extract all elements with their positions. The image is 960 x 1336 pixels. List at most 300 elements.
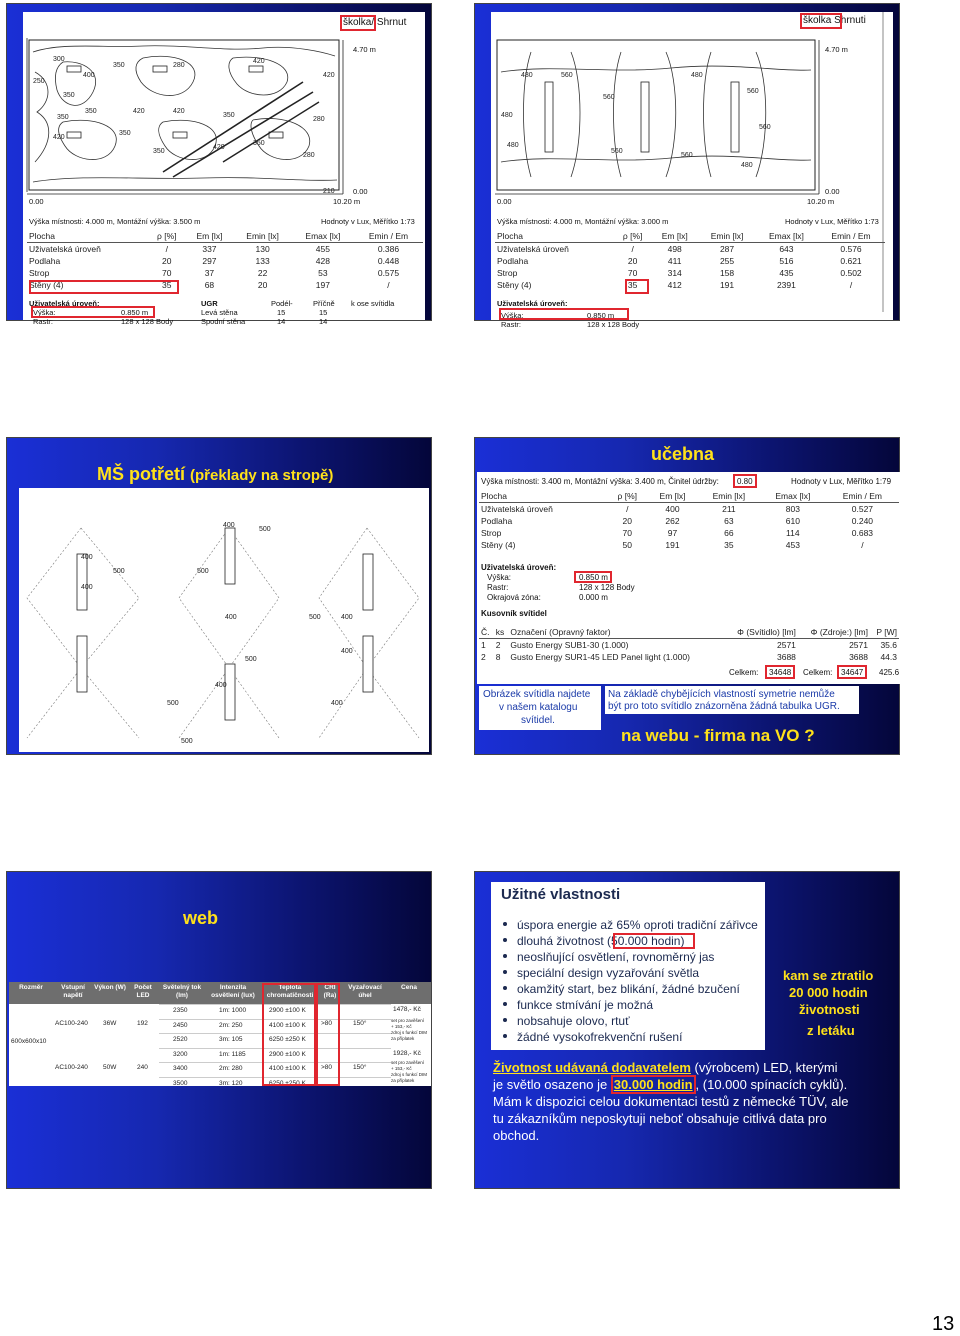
note-right-1: Na základě chybějících vlastností symetrie nemůže [608,689,835,700]
bullet-item: úspora energie až 65% oproti tradiční zářivce [517,918,758,932]
height-label: Výška: [487,573,512,582]
table-cell: 0.575 [377,268,400,278]
table-cell: 130 [255,244,270,254]
table-cell: 114 [786,528,800,538]
product-column-header: Vyzařovací úhel [348,984,382,999]
walls-value-highlight [625,279,649,294]
contour-label: 420 [323,72,335,79]
paragraph-line-5: obchod. [493,1128,540,1143]
total1-highlight [765,665,795,679]
paragraph-line-2 [493,1077,847,1092]
table-cell: 516 [779,256,794,266]
cct-cell: 4100 ±100 K [269,1065,306,1072]
table-cell: 133 [255,256,270,266]
angle-cell: 150° [353,1020,367,1027]
title-main: MŠ potřetí [97,464,185,484]
table-cell: 0.448 [377,256,400,266]
table-cell: 455 [315,244,330,254]
bullet-dot-icon [503,970,507,974]
lux-cell: 1m: 1000 [219,1007,247,1014]
contour-label: 560 [603,94,615,101]
note-left-1: Obrázek svítidla najdete [483,689,591,700]
bullet-dot-icon [503,1018,507,1022]
contour-label: 250 [33,78,45,85]
table-cell: 0.386 [377,244,400,254]
hours-highlight: 30.000 hodin [611,1075,696,1094]
table-cell: 610 [785,516,800,526]
isolux-plan [491,12,893,212]
side-line-2: 20 000 hodin [789,985,868,1000]
table-cell: 37 [204,268,215,278]
parts-column-header: Φ (Zdroje:) [lm] [798,626,870,639]
walls-row-highlight [29,280,179,294]
leds-cell: 240 [137,1063,148,1071]
slide-title: učebna [651,444,715,464]
contour-label: 210 [323,188,335,195]
line1-rest: (výrobcem) LED, kterými [690,1060,838,1075]
table-cell: 0.527 [851,504,874,514]
note-left-2: v našem katalogu [499,702,578,713]
contour-label: 480 [521,72,533,79]
grid-value: 128 x 128 Body [121,317,174,326]
parts-column-header: Č. [479,626,494,639]
slide-skolka-1 [6,3,432,326]
table-cell: 97 [667,528,678,538]
lifetime-highlight [613,933,695,949]
column-header: Emax [lx] [756,230,817,243]
price-note: + 153,- Kč [391,1024,412,1029]
contour-label: 480 [507,142,519,149]
table-cell: 35 [162,280,172,290]
table-cell: Stěny (4) [481,540,516,550]
product-column-header: Teplota chromatičnosti [266,984,314,999]
column-header: Emin [lx] [698,490,760,503]
plan-label: 500 [245,656,257,663]
table-cell: 211 [722,504,736,514]
contour-label: 350 [85,108,97,115]
table-cell: 20 [162,256,172,266]
table-cell: 68 [204,280,215,290]
contour-label: 560 [611,148,623,155]
parts-header-row [479,626,899,639]
parts-title: Kusovník svítidel [481,609,547,618]
total-flux-2: 34647 [841,668,864,677]
bullet-item: dlouhá životnost (50.000 hodin) [517,934,685,948]
contour-label: 400 [83,72,95,79]
page-number: 13 [932,1313,955,1335]
price-cell: 1928,- Kč [393,1050,421,1057]
lux-cell: 1m: 1185 [219,1050,246,1058]
table-cell: Uživatelská úroveň [481,504,553,514]
contour-label: 480 [691,72,703,79]
grid-value: 128 x 128 Body [579,583,635,592]
contour-label: 350 [223,112,235,119]
table-cell: Strop [29,268,50,278]
table-cell: 20 [257,280,268,290]
leaflet-box [491,882,765,1050]
product-column-header: Rozměr [19,984,43,991]
contour-label: 560 [561,72,573,79]
bullet-item: speciální design vyzařování světla [517,966,700,980]
report-header-right: Hodnoty v Lux, Měřítko 1:73 [321,217,415,226]
table-row [479,515,899,527]
column-header: ρ [%] [614,230,651,243]
contour-label: 560 [759,124,771,131]
table-row [27,243,423,256]
bullet-dot-icon [503,954,507,958]
table-cell: Podlaha [481,516,513,526]
slide-uzitne [474,871,900,1189]
table-cell: 0.240 [851,516,874,526]
table-header-row [479,490,899,503]
cri-cell: >80 [321,1020,333,1027]
column-header: Emax [lx] [760,490,826,503]
parts-cell: 44.3 [880,652,897,662]
cri-cell: >80 [321,1063,333,1071]
tag-highlight [340,15,376,31]
table-cell: / [626,504,629,514]
note-catalog [479,686,601,730]
flux-cell: 2350 [173,1007,188,1014]
parts-column-header: ks [494,626,509,639]
contour-label: 480 [741,162,753,169]
contour-label: 280 [173,62,185,69]
scale-top: 4.70 m [353,45,376,54]
leds-cell: 192 [137,1020,148,1027]
table-cell: 70 [162,268,172,278]
ugr-row1-v2: 15 [319,308,328,317]
table-cell: 191 [719,280,735,290]
table-cell: 70 [627,268,638,278]
bullet-item: nobsahuje olovo, rtuť [517,1014,630,1028]
voltage-cell: AC100-240 [55,1020,88,1027]
price-note: set pro zavěšení [391,1060,425,1065]
table-cell: 66 [724,528,734,538]
size-cell: 600x600x10 [11,1038,47,1045]
plan-label: 500 [113,568,125,575]
plan-label: 400 [341,648,353,655]
contour-label: 350 [253,140,265,147]
product-column-header: Světelný tok (lm) [162,984,202,999]
column-header: Emin / Em [817,230,885,243]
contour-label: 420 [173,108,185,115]
table-cell: / [861,540,864,550]
flux-cell: 3500 [173,1079,188,1087]
column-header: Emin [lx] [698,230,756,243]
contour-label: 350 [153,148,165,155]
report-header-right: Hodnoty v Lux, Měřítko 1:79 [791,477,892,486]
total-power: 425.6 [879,668,900,677]
slide-ms-potreti [6,437,432,755]
table-cell: Uživatelská úroveň [497,244,569,254]
table-cell: 53 [318,268,328,278]
edge-label: Okrajová zóna: [487,593,541,602]
parts-column-header: Označení (Opravný faktor) [508,626,724,639]
table-cell: Podlaha [29,256,61,266]
table-cell: 20 [622,516,632,526]
parts-column-header: Φ (Svítidlo) [lm] [724,626,798,639]
bullet-dot-icon [503,986,507,990]
column-header: Em [lx] [647,490,698,503]
power-cell: 36W [103,1020,117,1027]
bullet-item: okamžitý start, bez blikání, žádné bzučení [517,982,740,996]
slide-ucebna [474,437,900,755]
cct-cell: 4100 ±100 K [269,1021,306,1029]
slide-title: web [183,908,219,928]
contour-label: 350 [57,114,69,121]
column-header: Emin [lx] [233,230,291,243]
price-note: zdroj s funkcí DIM [391,1030,428,1035]
report-header-left: Výška místnosti: 3.400 m, Montážní výška: 3.400 m, Činitel údržby: [481,477,719,486]
plan-label: 400 [341,614,353,621]
column-header: Plocha [27,230,148,243]
table-cell: 0.502 [840,268,862,278]
table-cell: 35 [627,280,638,290]
plan-label: 500 [167,700,179,707]
table-cell: Uživatelská úroveň [29,244,101,254]
table-cell: / [849,280,853,290]
highlight-text: Životnost udávaná dodavatelem [493,1060,691,1075]
cct-cell: 2900 ±100 K [269,1007,306,1014]
bullet-item: funkce stmívání je možná [517,998,654,1012]
table-cell: 0.683 [851,528,874,538]
parts-cell: 2 [495,640,501,650]
plan-label: 500 [309,614,321,621]
height-label: Výška: [33,308,56,317]
parts-column-header: P [W] [870,626,899,639]
parts-cell: Gusto Energy SUR1-45 LED Panel light (1.000) [510,652,690,662]
ugr-row1-v1: 15 [277,308,286,317]
plan-label: 400 [215,682,227,689]
flux-cell: 3200 [173,1050,188,1058]
note-ugr [605,686,859,714]
slide-title [97,464,333,485]
column-header: Plocha [479,490,607,503]
surface-table [495,230,885,291]
table-cell: 803 [785,504,800,514]
parts-row [479,639,899,652]
product-column-header: Výkon (W) [94,984,126,991]
plan-label: 500 [181,738,193,745]
height-value: 0.850 m [587,311,615,320]
power-cell: 50W [103,1063,117,1071]
user-level-label: Uživatelská úroveň: [29,299,100,308]
contour-label: 420 [253,58,265,65]
price-note: zdroj s funkcí DIM [391,1072,428,1077]
parts-cell: Gusto Energy SUB1-30 (1.000) [510,640,629,650]
column-header: Em [lx] [186,230,234,243]
plan-label: 400 [223,522,235,529]
product-column-header: Vstupní napětí [61,984,85,999]
paragraph-line-4: tu zákazníkům neposkytuji neboť obsahuje citlivá data pro [493,1111,827,1126]
maint-value: 0.80 [737,477,753,486]
scale-zero: 0.00 [497,197,512,206]
lux-cell: 2m: 250 [219,1021,243,1029]
table-cell: / [631,244,634,254]
side-line-1: kam se ztratilo [783,968,874,983]
column-header: ρ [%] [607,490,647,503]
table-row [27,255,423,267]
bullet-dot-icon [503,1002,507,1006]
price-note: + 153,- Kč [391,1066,412,1071]
leaflet-title: Užitné vlastnosti [501,886,621,903]
lux-cell: 2m: 280 [219,1065,243,1072]
flux-cell: 2450 [173,1021,188,1029]
ugr-row2-label: Spodní stěna [201,317,246,326]
plan-label: 400 [331,700,343,707]
ugr-row2-v1: 14 [277,317,286,326]
voltage-cell: AC100-240 [55,1063,88,1071]
scale-right: 10.20 m [807,197,835,206]
tag-skolka: školka/ Shrnut [343,17,407,28]
bullet-dot-icon [503,1034,507,1038]
table-cell: Podlaha [497,256,529,266]
slide-bottom-question: na webu - firma na VO ? [621,726,815,745]
table-header-row [495,230,885,243]
table-row [495,255,885,267]
table-cell: 428 [315,256,330,266]
surface-table [479,490,899,551]
slide-web [6,871,432,1189]
parts-cell: 1 [481,640,486,650]
total-label-2: Celkem: [803,668,833,677]
table-cell: Strop [481,528,502,538]
grid-label: Rastr: [501,320,522,329]
table-row [495,243,885,256]
ceiling-plan-scan [19,488,429,752]
cct-cell: 6250 ±250 K [269,1079,306,1087]
height-value: 0.850 m [579,573,608,582]
column-header: Em [lx] [651,230,698,243]
table-cell: 0.576 [840,244,862,254]
table-row [479,527,899,539]
table-cell: 412 [667,280,682,290]
bullet-dot-icon [503,938,507,942]
column-header: Emin / Em [354,230,423,243]
table-cell: 197 [315,280,330,290]
note-right-2: být pro toto svítidlo znázorněna žádná tabulka UGR. [608,701,840,712]
table-cell: 63 [724,516,734,526]
scale-top: 4.70 m [825,45,848,54]
contour-label: 280 [313,116,325,123]
plan-label: 500 [259,526,271,533]
maint-highlight [733,474,757,488]
table-cell: 262 [665,516,680,526]
grid-label: Rastr: [487,583,509,592]
flux-cell: 2520 [173,1036,188,1043]
table-cell: / [165,244,168,254]
table-row [495,279,885,291]
contour-label: 420 [53,134,65,141]
parts-cell: 8 [495,652,501,662]
product-column-header: Cena [401,984,417,991]
report-header-left: Výška místnosti: 4.000 m, Montážní výška: 3.500 m [29,217,201,226]
table-cell: 435 [779,268,794,278]
user-level-label: Uživatelská úroveň: [481,563,557,572]
parts-cell: 2 [481,652,486,662]
line2-start: je světlo osazeno je [493,1077,611,1092]
grid-label: Rastr: [33,317,54,326]
paragraph-line-1 [493,1060,838,1075]
parts-cell: 35.6 [880,640,897,650]
plan-label: 500 [197,568,209,575]
table-cell: 314 [667,268,682,278]
table-cell: Stěny (4) [29,280,64,290]
contour-label: 420 [133,108,145,115]
side-line-3: životnosti [799,1002,860,1017]
table-cell: 400 [665,504,680,514]
price-note: za příplatek [391,1078,415,1083]
product-table [9,982,431,1086]
table-cell: 287 [719,244,735,254]
table-cell: 643 [779,244,794,254]
side-bottom: z letáku [807,1023,855,1038]
total-flux-1: 34648 [769,668,792,677]
line2-end: , (10.000 spínacích cyklů). [695,1077,848,1092]
height-highlight [574,571,612,583]
parts-cell: 2571 [849,640,868,650]
title-sub: (překlady na stropě) [190,467,334,484]
table-cell: 70 [622,528,632,538]
parts-cell: 3688 [849,652,868,662]
flux-cell: 3400 [173,1065,188,1072]
scale-zero: 0.00 [29,197,44,206]
total2-highlight [837,665,867,679]
table-row [495,267,885,279]
contour-label: 280 [303,152,315,159]
ugr-row2-v2: 14 [319,317,328,326]
table-row [27,267,423,279]
table-cell: 337 [202,244,217,254]
column-header: Emin / Em [826,490,899,503]
contour-label: 300 [53,56,65,63]
total-label-1: Celkem: [729,668,759,677]
lighting-report-scan [477,472,901,684]
cct-cell: 2900 ±100 K [269,1050,306,1058]
grid-value: 128 x 128 Body [587,320,640,329]
column-header: ρ [%] [148,230,185,243]
table-cell: / [387,280,390,290]
table-cell: 453 [785,540,800,550]
plan-label: 400 [81,584,93,591]
note-left-3: svítidel. [521,715,555,726]
contour-label: 350 [119,130,131,137]
report-header-right: Hodnoty v Lux, Měřítko 1:73 [785,217,879,226]
cct-column-highlight [262,983,316,1086]
table-cell: 35 [724,540,734,550]
parts-table [479,626,899,663]
table-cell: 498 [667,244,682,254]
lighting-report-scan [23,12,425,326]
price-note: za příplatek [391,1036,415,1041]
plan-label: 400 [225,614,237,621]
parts-cell: 2571 [776,640,796,650]
product-column-header: CRI (Ra) [323,984,337,999]
scale-mid-right: 0.00 [353,187,368,196]
column-header: Emax [lx] [292,230,354,243]
report-header-left: Výška místnosti: 4.000 m, Montážní výška: 3.000 m [497,217,669,226]
cct-cell: 6250 ±250 K [269,1036,306,1043]
bullet-dot-icon [503,922,507,926]
table-cell: Strop [497,268,518,278]
scale-right: 10.20 m [333,197,361,206]
table-cell: 50 [622,540,632,550]
contour-label: 560 [747,88,759,95]
table-cell: Stěny (4) [497,280,532,290]
table-cell: 255 [719,256,735,266]
table-cell: 22 [257,268,268,278]
user-level-label: Uživatelská úroveň: [497,299,568,308]
